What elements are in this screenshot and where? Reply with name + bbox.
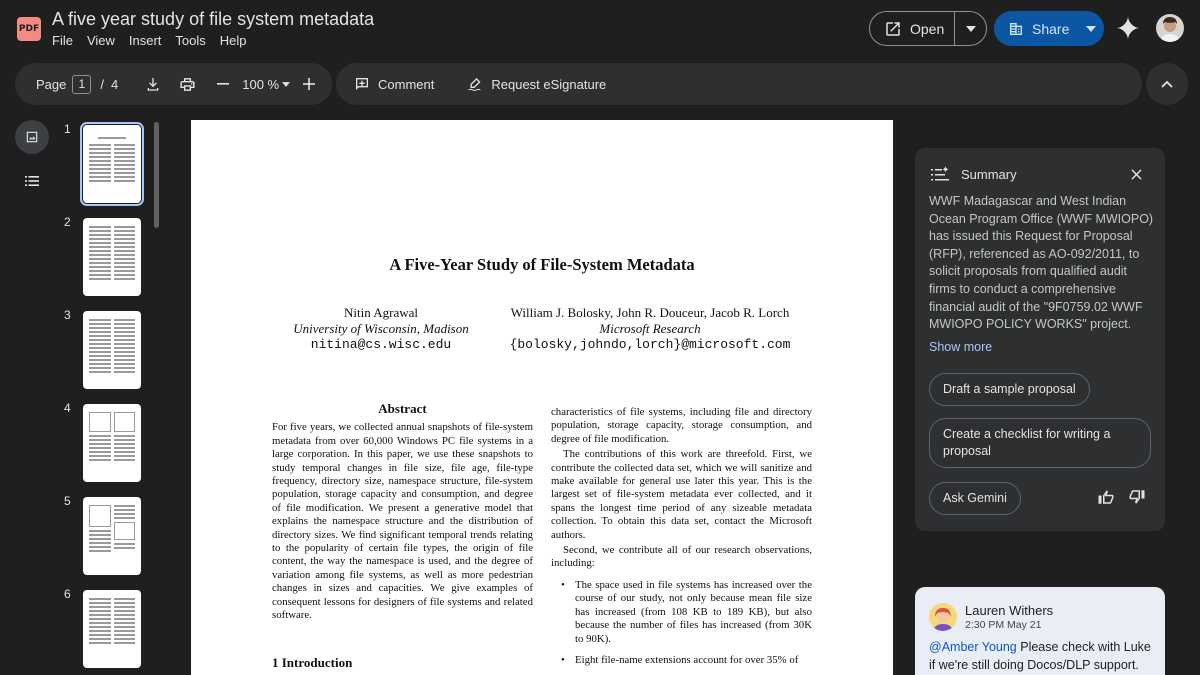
thumbnail-number: 6: [64, 587, 71, 601]
comment-text: [929, 639, 1155, 674]
close-icon[interactable]: [1127, 165, 1145, 183]
open-button-group: [869, 11, 987, 46]
page-thumbnail-4[interactable]: [83, 404, 141, 482]
zoom-in-icon[interactable]: [298, 73, 320, 95]
page-thumbnail-2[interactable]: [83, 218, 141, 296]
account-avatar[interactable]: [1156, 14, 1184, 42]
annotation-toolbar: [336, 63, 1142, 105]
summary-icon: [931, 166, 949, 182]
bullet-item: • The space used in file systems has increased over the course of our study, not only because mean file size has increased (from 108 KB to 189 KB), but also because the number of files has increased (from 30K to 90K).: [551, 579, 812, 646]
ask-gemini-button[interactable]: Ask Gemini: [929, 482, 1021, 515]
page-thumbnail-5[interactable]: [83, 497, 141, 575]
author-block-1: [286, 305, 476, 353]
thumbnail-number: 2: [64, 215, 71, 229]
list-icon[interactable]: [21, 170, 43, 192]
paragraph: Second, we contribute all of our research observations, including:: [551, 544, 812, 570]
author-affiliation: University of Wisconsin, Madison: [293, 321, 469, 336]
add-comment-icon: [354, 76, 370, 92]
thumbnail-number: 4: [64, 401, 71, 415]
page-total: 4: [111, 76, 119, 92]
signature-icon: [466, 76, 483, 92]
summary-text: WWF Madagascar and West Indian Ocean Program Office (WWF MWIOPO) has issued this Request for Proposal (RFP), referenced as AO-092/2011, to solicit proposals from qualified audit firms to conduct a comprehensive financial audit of the "9F0759.02 WWF MWIOPO POLICY WORKS" project.: [929, 194, 1154, 332]
author-email: {bolosky,johndo,lorch}@microsoft.com: [509, 337, 791, 352]
caret-down-icon: [282, 82, 290, 87]
abstract-heading: Abstract: [378, 401, 427, 416]
share-button-label: Share: [1032, 20, 1070, 37]
gemini-summary-card: [915, 148, 1165, 531]
thumbnail-scrollbar[interactable]: [154, 122, 159, 228]
page-thumbnail-1[interactable]: [83, 125, 141, 203]
open-external-icon: [884, 20, 902, 38]
comment-author: Lauren Withers: [965, 603, 1054, 618]
image-icon[interactable]: [15, 120, 49, 154]
mention-link[interactable]: @Amber Young: [929, 640, 1017, 654]
page-separator: /: [100, 76, 104, 92]
comment-body: Please check with Luke if we're still doing Docos/DLP support.: [929, 640, 1151, 672]
caret-down-icon: [966, 26, 976, 32]
summary-header: [931, 166, 1017, 182]
summary-title: Summary: [961, 166, 1017, 182]
menu-help[interactable]: Help: [219, 33, 247, 48]
comment-card[interactable]: [915, 587, 1165, 675]
pdf-app-logo: PDF: [17, 17, 41, 41]
comment-label: Comment: [378, 76, 435, 92]
thumbs-down-icon[interactable]: [1128, 488, 1148, 508]
author-email: nitina@cs.wisc.edu: [310, 337, 452, 352]
page-number-input[interactable]: 1: [72, 75, 91, 94]
menu-view[interactable]: View: [86, 33, 115, 48]
abstract-text: For five years, we collected annual snapshots of file-system metadata from over 60,000 Windows PC file systems in a large corporation. In this paper, we use these snapshots to study temporal changes in file size, file age, file-type frequency, directory size, namespace structure, file-system population, storage capacity and consumption, and degree of file modification. We present a generative model that explains the namespace structure and the distribution of directory sizes. We find significant temporal trends relating to the popularity of certain file types, the origin of file content, the way the namespace is used, and the degree of variation among file systems, as well as more pedestrian changes in sizes and capacities. We give examples of consequent lessons for designers of file systems and related software.: [272, 421, 533, 622]
thumbnail-number: 5: [64, 494, 71, 508]
menu-tools[interactable]: Tools: [175, 33, 206, 48]
menu-insert[interactable]: Insert: [128, 33, 162, 48]
paper-title: A Five-Year Study of File-System Metadata: [389, 255, 695, 274]
download-icon[interactable]: [142, 73, 164, 95]
pdf-page: [191, 120, 893, 675]
zoom-level-value: 100 %: [242, 76, 280, 92]
right-column: [551, 406, 812, 667]
author-block-2: [491, 305, 809, 353]
request-esignature-label: Request eSignature: [491, 76, 607, 92]
document-title[interactable]: A five year study of file system metadata: [52, 9, 375, 29]
share-button-group: [994, 11, 1104, 46]
thumbs-up-icon[interactable]: [1097, 488, 1117, 508]
request-esignature-button[interactable]: [466, 76, 606, 92]
avatar: [929, 603, 957, 631]
share-options-dropdown[interactable]: [1078, 11, 1104, 46]
zoom-out-icon[interactable]: [212, 73, 234, 95]
create-checklist-chip[interactable]: Create a checklist for writing a proposal: [929, 418, 1151, 468]
thumbnail-number: 3: [64, 308, 71, 322]
building-icon: [1008, 21, 1024, 37]
menu-bar: [52, 33, 247, 48]
bullet-item: • Eight file-name extensions account for over 35% of: [551, 654, 812, 667]
sparkle-icon[interactable]: [1116, 16, 1140, 40]
author-name: William J. Bolosky, John R. Douceur, Jacob R. Lorch: [510, 305, 790, 320]
share-button[interactable]: [994, 11, 1078, 46]
page-thumbnail-6[interactable]: [83, 590, 141, 668]
open-options-dropdown[interactable]: [955, 12, 986, 45]
left-column: [272, 402, 533, 623]
open-button[interactable]: [870, 12, 954, 45]
open-button-label: Open: [910, 20, 945, 37]
show-more-link[interactable]: Show more: [929, 340, 993, 354]
comment-button[interactable]: [354, 76, 434, 92]
print-icon[interactable]: [176, 73, 198, 95]
zoom-level-select[interactable]: [242, 77, 290, 92]
author-affiliation: Microsoft Research: [599, 321, 701, 336]
paragraph: The contributions of this work are threefold. First, we contribute the collected data set, which we will sanitize and make available for general use later this year. This is the largest set of file-system metadata ever collected, and it spans the longest time period of any sizeable metadata collection. To obtain this data set, contact the Microsoft authors.: [551, 448, 812, 541]
caret-down-icon: [1086, 26, 1096, 32]
thumbnail-number: 1: [64, 122, 71, 136]
comment-timestamp: 2:30 PM May 21: [965, 619, 1042, 631]
menu-file[interactable]: File: [52, 33, 73, 48]
chevron-up-icon[interactable]: [1146, 63, 1188, 105]
author-name: Nitin Agrawal: [343, 305, 418, 320]
page-label: Page: [36, 76, 67, 92]
page-toolbar: [15, 63, 332, 105]
section-heading: 1 Introduction: [272, 655, 353, 670]
page-thumbnail-3[interactable]: [83, 311, 141, 389]
paragraph: characteristics of file systems, including file and directory population, storage capacity, storage consumption, and degree of file modification.: [551, 406, 812, 445]
draft-proposal-chip[interactable]: Draft a sample proposal: [929, 373, 1090, 406]
